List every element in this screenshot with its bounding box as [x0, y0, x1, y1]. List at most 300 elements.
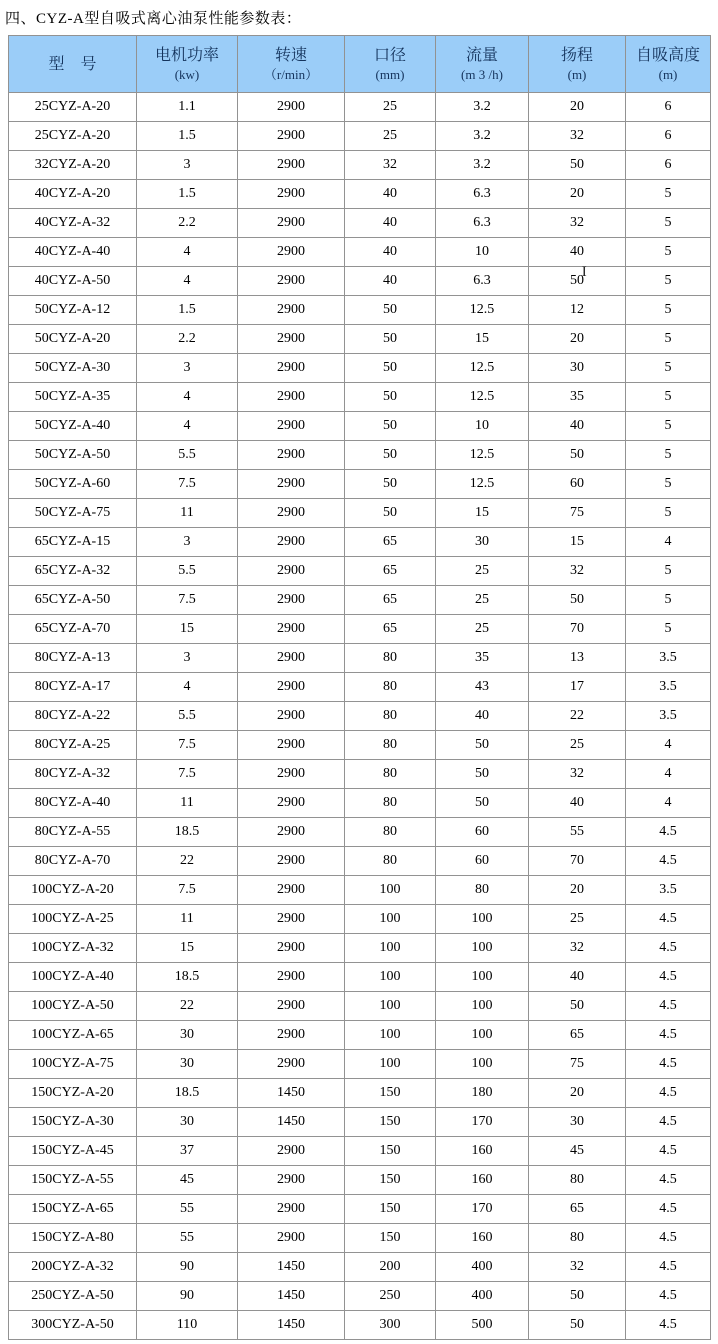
value-cell: 43 [436, 673, 529, 702]
table-row [9, 383, 711, 412]
table-row [9, 586, 711, 615]
value-cell: 32 [529, 557, 626, 586]
value-cell: 400 [436, 1253, 529, 1282]
value-cell: 30 [137, 1050, 238, 1079]
table-row [9, 528, 711, 557]
value-cell: 5.5 [137, 441, 238, 470]
value-cell: 25 [529, 905, 626, 934]
table-row [9, 731, 711, 760]
value-cell: 22 [529, 702, 626, 731]
value-cell: 80 [345, 731, 436, 760]
value-cell: 70 [529, 847, 626, 876]
value-cell: 300 [345, 1311, 436, 1340]
value-cell: 90 [137, 1282, 238, 1311]
value-cell: 5 [626, 354, 711, 383]
model-cell: 32CYZ-A-20 [9, 151, 137, 180]
value-cell: 50 [345, 470, 436, 499]
value-cell: 100 [345, 1050, 436, 1079]
column-header-unit: (m) [567, 67, 587, 82]
value-cell: 4.5 [626, 1108, 711, 1137]
value-cell: 160 [436, 1224, 529, 1253]
value-cell: 150 [345, 1166, 436, 1195]
table-row [9, 1195, 711, 1224]
model-cell: 150CYZ-A-80 [9, 1224, 137, 1253]
value-cell: 25 [436, 557, 529, 586]
model-cell: 50CYZ-A-12 [9, 296, 137, 325]
value-cell: 20 [529, 325, 626, 354]
value-cell: 37 [137, 1137, 238, 1166]
value-cell: 50 [345, 354, 436, 383]
value-cell: 4.5 [626, 1137, 711, 1166]
value-cell: 150 [345, 1195, 436, 1224]
value-cell: 32 [529, 760, 626, 789]
table-row [9, 209, 711, 238]
value-cell: 4 [626, 528, 711, 557]
model-cell: 80CYZ-A-17 [9, 673, 137, 702]
value-cell: 2900 [238, 586, 345, 615]
value-cell: 60 [436, 818, 529, 847]
value-cell: 22 [137, 992, 238, 1021]
value-cell: 12.5 [436, 296, 529, 325]
value-cell: 5 [626, 325, 711, 354]
value-cell: 60 [529, 470, 626, 499]
table-row [9, 1050, 711, 1079]
value-cell: 80 [529, 1224, 626, 1253]
value-cell: 80 [345, 818, 436, 847]
pump-spec-table [8, 35, 711, 1340]
value-cell: 2900 [238, 847, 345, 876]
column-header-5 [529, 36, 626, 93]
model-cell: 50CYZ-A-75 [9, 499, 137, 528]
model-cell: 40CYZ-A-32 [9, 209, 137, 238]
value-cell: 32 [529, 122, 626, 151]
value-cell: 5.5 [137, 557, 238, 586]
table-row [9, 1282, 711, 1311]
value-cell: 4.5 [626, 1166, 711, 1195]
value-cell: 100 [345, 963, 436, 992]
column-header-unit: (m 3 /h) [461, 67, 503, 82]
value-cell: 150 [345, 1224, 436, 1253]
model-cell: 40CYZ-A-20 [9, 180, 137, 209]
value-cell: 2900 [238, 818, 345, 847]
value-cell: 3 [137, 151, 238, 180]
column-header-label: 口径 [373, 47, 406, 64]
value-cell: 2.2 [137, 209, 238, 238]
model-cell: 100CYZ-A-20 [9, 876, 137, 905]
value-cell: 4.5 [626, 963, 711, 992]
value-cell: 500 [436, 1311, 529, 1340]
table-row [9, 1137, 711, 1166]
table-row [9, 93, 711, 122]
model-cell: 80CYZ-A-32 [9, 760, 137, 789]
value-cell: 2900 [238, 1166, 345, 1195]
column-header-label: 型 号 [48, 56, 97, 73]
page-title: 四、CYZ-A型自吸式离心油泵性能参数表： [5, 11, 302, 27]
model-cell: 80CYZ-A-70 [9, 847, 137, 876]
value-cell: 6.3 [436, 267, 529, 296]
model-cell: 100CYZ-A-40 [9, 963, 137, 992]
model-cell: 300CYZ-A-50 [9, 1311, 137, 1340]
value-cell: 50 [529, 586, 626, 615]
column-header-label: 扬程 [560, 47, 593, 64]
model-cell: 25CYZ-A-20 [9, 93, 137, 122]
value-cell: 15 [137, 615, 238, 644]
table-row [9, 963, 711, 992]
value-cell: 75 [529, 1050, 626, 1079]
table-row [9, 267, 711, 296]
value-cell: 50 [529, 1311, 626, 1340]
value-cell: 7.5 [137, 760, 238, 789]
value-cell: 100 [345, 876, 436, 905]
value-cell: 32 [529, 209, 626, 238]
value-cell: 35 [529, 383, 626, 412]
value-cell: 17 [529, 673, 626, 702]
value-cell: 4.5 [626, 992, 711, 1021]
model-cell: 65CYZ-A-70 [9, 615, 137, 644]
table-row [9, 1166, 711, 1195]
model-cell: 100CYZ-A-75 [9, 1050, 137, 1079]
value-cell: 170 [436, 1195, 529, 1224]
value-cell: 2900 [238, 325, 345, 354]
value-cell: 5 [626, 383, 711, 412]
table-row [9, 1021, 711, 1050]
value-cell: 2900 [238, 528, 345, 557]
value-cell: 20 [529, 1079, 626, 1108]
value-cell: 11 [137, 789, 238, 818]
value-cell: 2900 [238, 296, 345, 325]
value-cell: 50 [529, 441, 626, 470]
table-row [9, 615, 711, 644]
value-cell: 2900 [238, 441, 345, 470]
value-cell: 30 [137, 1021, 238, 1050]
value-cell: 50 [529, 1282, 626, 1311]
value-cell: 1450 [238, 1253, 345, 1282]
value-cell: 100 [436, 1050, 529, 1079]
column-header-unit: (m) [658, 67, 678, 82]
value-cell: 3.5 [626, 702, 711, 731]
value-cell: 5 [626, 499, 711, 528]
value-cell: 50 [345, 441, 436, 470]
value-cell: 100 [345, 992, 436, 1021]
value-cell: 22 [137, 847, 238, 876]
value-cell: 4 [137, 238, 238, 267]
value-cell: 2900 [238, 383, 345, 412]
value-cell: 6 [626, 93, 711, 122]
model-cell: 150CYZ-A-55 [9, 1166, 137, 1195]
model-cell: 100CYZ-A-65 [9, 1021, 137, 1050]
value-cell: 80 [345, 673, 436, 702]
column-header-0 [9, 36, 137, 93]
column-header-4 [436, 36, 529, 93]
value-cell: 2900 [238, 1224, 345, 1253]
value-cell: 40 [345, 209, 436, 238]
value-cell: 11 [137, 905, 238, 934]
value-cell: 65 [345, 557, 436, 586]
value-cell: 15 [436, 499, 529, 528]
value-cell: 65 [529, 1021, 626, 1050]
column-header-label: 转速 [274, 47, 307, 64]
value-cell: 4 [137, 412, 238, 441]
value-cell: 80 [345, 760, 436, 789]
value-cell: 40 [529, 412, 626, 441]
value-cell: 160 [436, 1137, 529, 1166]
value-cell: 25 [345, 93, 436, 122]
value-cell: 40 [345, 238, 436, 267]
value-cell: 4.5 [626, 1021, 711, 1050]
model-cell: 80CYZ-A-13 [9, 644, 137, 673]
value-cell: 5 [626, 296, 711, 325]
table-row [9, 1079, 711, 1108]
table-row [9, 122, 711, 151]
value-cell: 6.3 [436, 180, 529, 209]
value-cell: 2900 [238, 412, 345, 441]
value-cell: 60 [436, 847, 529, 876]
value-cell: 6 [626, 122, 711, 151]
value-cell: 2900 [238, 180, 345, 209]
value-cell: 50 [436, 789, 529, 818]
model-cell: 100CYZ-A-25 [9, 905, 137, 934]
table-row [9, 499, 711, 528]
value-cell: 5 [626, 267, 711, 296]
value-cell: 2900 [238, 1050, 345, 1079]
value-cell: 1.5 [137, 122, 238, 151]
value-cell: 100 [436, 1021, 529, 1050]
value-cell: 11 [137, 499, 238, 528]
value-cell: 32 [345, 151, 436, 180]
column-header-label: 电机功率 [154, 47, 219, 64]
model-cell: 50CYZ-A-35 [9, 383, 137, 412]
value-cell: 3.5 [626, 876, 711, 905]
table-row [9, 412, 711, 441]
value-cell: 80 [529, 1166, 626, 1195]
table-row [9, 1224, 711, 1253]
value-cell: 25 [529, 731, 626, 760]
value-cell: 5 [626, 441, 711, 470]
value-cell: 400 [436, 1282, 529, 1311]
model-cell: 50CYZ-A-50 [9, 441, 137, 470]
value-cell: 32 [529, 934, 626, 963]
model-cell: 80CYZ-A-25 [9, 731, 137, 760]
model-cell: 65CYZ-A-32 [9, 557, 137, 586]
value-cell: 2900 [238, 760, 345, 789]
value-cell: 50 [345, 412, 436, 441]
table-row [9, 934, 711, 963]
value-cell: 50 [345, 499, 436, 528]
table-row [9, 847, 711, 876]
model-cell: 40CYZ-A-40 [9, 238, 137, 267]
table-row [9, 905, 711, 934]
value-cell: 1.5 [137, 296, 238, 325]
value-cell: 25 [436, 586, 529, 615]
value-cell: 4.5 [626, 1224, 711, 1253]
value-cell: 45 [529, 1137, 626, 1166]
value-cell: 50 [345, 325, 436, 354]
value-cell: 4.5 [626, 818, 711, 847]
column-header-unit: （r/min） [263, 67, 319, 82]
value-cell: 1450 [238, 1108, 345, 1137]
table-row [9, 760, 711, 789]
value-cell: 200 [345, 1253, 436, 1282]
value-cell: 80 [345, 789, 436, 818]
value-cell: 2900 [238, 238, 345, 267]
column-header-label: 流量 [465, 47, 498, 64]
value-cell: 100 [436, 905, 529, 934]
table-row [9, 238, 711, 267]
value-cell: 3.5 [626, 673, 711, 702]
model-cell: 150CYZ-A-20 [9, 1079, 137, 1108]
value-cell: 80 [345, 702, 436, 731]
table-row [9, 325, 711, 354]
model-cell: 65CYZ-A-50 [9, 586, 137, 615]
value-cell: 3.2 [436, 151, 529, 180]
value-cell: 6.3 [436, 209, 529, 238]
value-cell: 2900 [238, 644, 345, 673]
value-cell: 100 [345, 934, 436, 963]
value-cell: 65 [345, 586, 436, 615]
value-cell: 3 [137, 528, 238, 557]
table-row [9, 876, 711, 905]
value-cell: 40 [436, 702, 529, 731]
value-cell: 2900 [238, 267, 345, 296]
value-cell: 12.5 [436, 383, 529, 412]
value-cell: 150 [345, 1108, 436, 1137]
value-cell: 170 [436, 1108, 529, 1137]
value-cell: 13 [529, 644, 626, 673]
value-cell: 55 [137, 1224, 238, 1253]
value-cell: 3.2 [436, 93, 529, 122]
value-cell: 45 [137, 1166, 238, 1195]
value-cell: 180 [436, 1079, 529, 1108]
column-header-label: 自吸高度 [635, 47, 700, 64]
value-cell: 50 I [529, 267, 626, 296]
value-cell: 4.5 [626, 1282, 711, 1311]
value-cell: 40 [529, 238, 626, 267]
table-row [9, 702, 711, 731]
value-cell: 40 [345, 267, 436, 296]
value-cell: 3 [137, 644, 238, 673]
table-row [9, 673, 711, 702]
value-cell: 18.5 [137, 1079, 238, 1108]
value-cell: 50 [345, 383, 436, 412]
value-cell: 80 [436, 876, 529, 905]
value-cell: 7.5 [137, 586, 238, 615]
value-cell: 7.5 [137, 876, 238, 905]
value-cell: 2900 [238, 934, 345, 963]
value-cell: 20 [529, 180, 626, 209]
value-cell: 2900 [238, 876, 345, 905]
table-row [9, 644, 711, 673]
table-row [9, 789, 711, 818]
value-cell: 2900 [238, 992, 345, 1021]
value-cell: 12.5 [436, 354, 529, 383]
value-cell: 2900 [238, 93, 345, 122]
text-ibeam-cursor: I [581, 264, 587, 280]
model-cell: 80CYZ-A-22 [9, 702, 137, 731]
value-cell: 80 [345, 644, 436, 673]
value-cell: 4.5 [626, 1253, 711, 1282]
value-cell: 20 [529, 93, 626, 122]
value-cell: 4 [626, 760, 711, 789]
value-cell: 2900 [238, 1021, 345, 1050]
model-cell: 25CYZ-A-20 [9, 122, 137, 151]
model-cell: 200CYZ-A-32 [9, 1253, 137, 1282]
model-cell: 80CYZ-A-40 [9, 789, 137, 818]
model-cell: 50CYZ-A-30 [9, 354, 137, 383]
value-cell: 30 [529, 1108, 626, 1137]
value-cell: 35 [436, 644, 529, 673]
value-cell: 3.2 [436, 122, 529, 151]
model-cell: 50CYZ-A-20 [9, 325, 137, 354]
value-cell: 4.5 [626, 1079, 711, 1108]
model-cell: 100CYZ-A-50 [9, 992, 137, 1021]
table-body [9, 93, 711, 1340]
value-cell: 3.5 [626, 644, 711, 673]
model-cell: 40CYZ-A-50 [9, 267, 137, 296]
column-header-6 [626, 36, 711, 93]
value-cell: 75 [529, 499, 626, 528]
value-cell: 4 [626, 731, 711, 760]
value-cell: 2900 [238, 789, 345, 818]
value-cell: 5.5 [137, 702, 238, 731]
value-cell: 2900 [238, 1137, 345, 1166]
value-cell: 5 [626, 557, 711, 586]
value-cell: 1.1 [137, 93, 238, 122]
value-cell: 32 [529, 1253, 626, 1282]
value-cell: 2900 [238, 499, 345, 528]
value-cell: 55 [137, 1195, 238, 1224]
value-cell: 4.5 [626, 1195, 711, 1224]
value-cell: 2.2 [137, 325, 238, 354]
value-cell: 2900 [238, 122, 345, 151]
table-row [9, 441, 711, 470]
column-header-unit: (mm) [375, 67, 405, 82]
value-cell: 15 [137, 934, 238, 963]
table-row [9, 992, 711, 1021]
model-cell: 50CYZ-A-60 [9, 470, 137, 499]
value-cell: 65 [529, 1195, 626, 1224]
value-cell: 18.5 [137, 818, 238, 847]
value-cell: 5 [626, 412, 711, 441]
value-cell: 110 [137, 1311, 238, 1340]
value-cell: 4.5 [626, 847, 711, 876]
value-cell: 30 [529, 354, 626, 383]
value-cell: 4.5 [626, 1050, 711, 1079]
value-cell: 3 [137, 354, 238, 383]
value-cell: 1450 [238, 1079, 345, 1108]
value-cell: 25 [436, 615, 529, 644]
value-cell: 1450 [238, 1282, 345, 1311]
value-cell: 4.5 [626, 934, 711, 963]
value-cell: 2900 [238, 354, 345, 383]
value-cell: 5 [626, 209, 711, 238]
value-cell: 50 [529, 992, 626, 1021]
table-row [9, 354, 711, 383]
model-cell: 100CYZ-A-32 [9, 934, 137, 963]
table-row [9, 1108, 711, 1137]
model-cell: 150CYZ-A-30 [9, 1108, 137, 1137]
value-cell: 4 [626, 789, 711, 818]
value-cell: 50 [436, 731, 529, 760]
value-cell: 40 [345, 180, 436, 209]
header-row [9, 36, 711, 93]
value-cell: 12.5 [436, 441, 529, 470]
value-cell: 2900 [238, 905, 345, 934]
value-cell: 2900 [238, 615, 345, 644]
value-cell: 2900 [238, 702, 345, 731]
value-cell: 4 [137, 383, 238, 412]
column-header-2 [238, 36, 345, 93]
value-cell: 5 [626, 238, 711, 267]
